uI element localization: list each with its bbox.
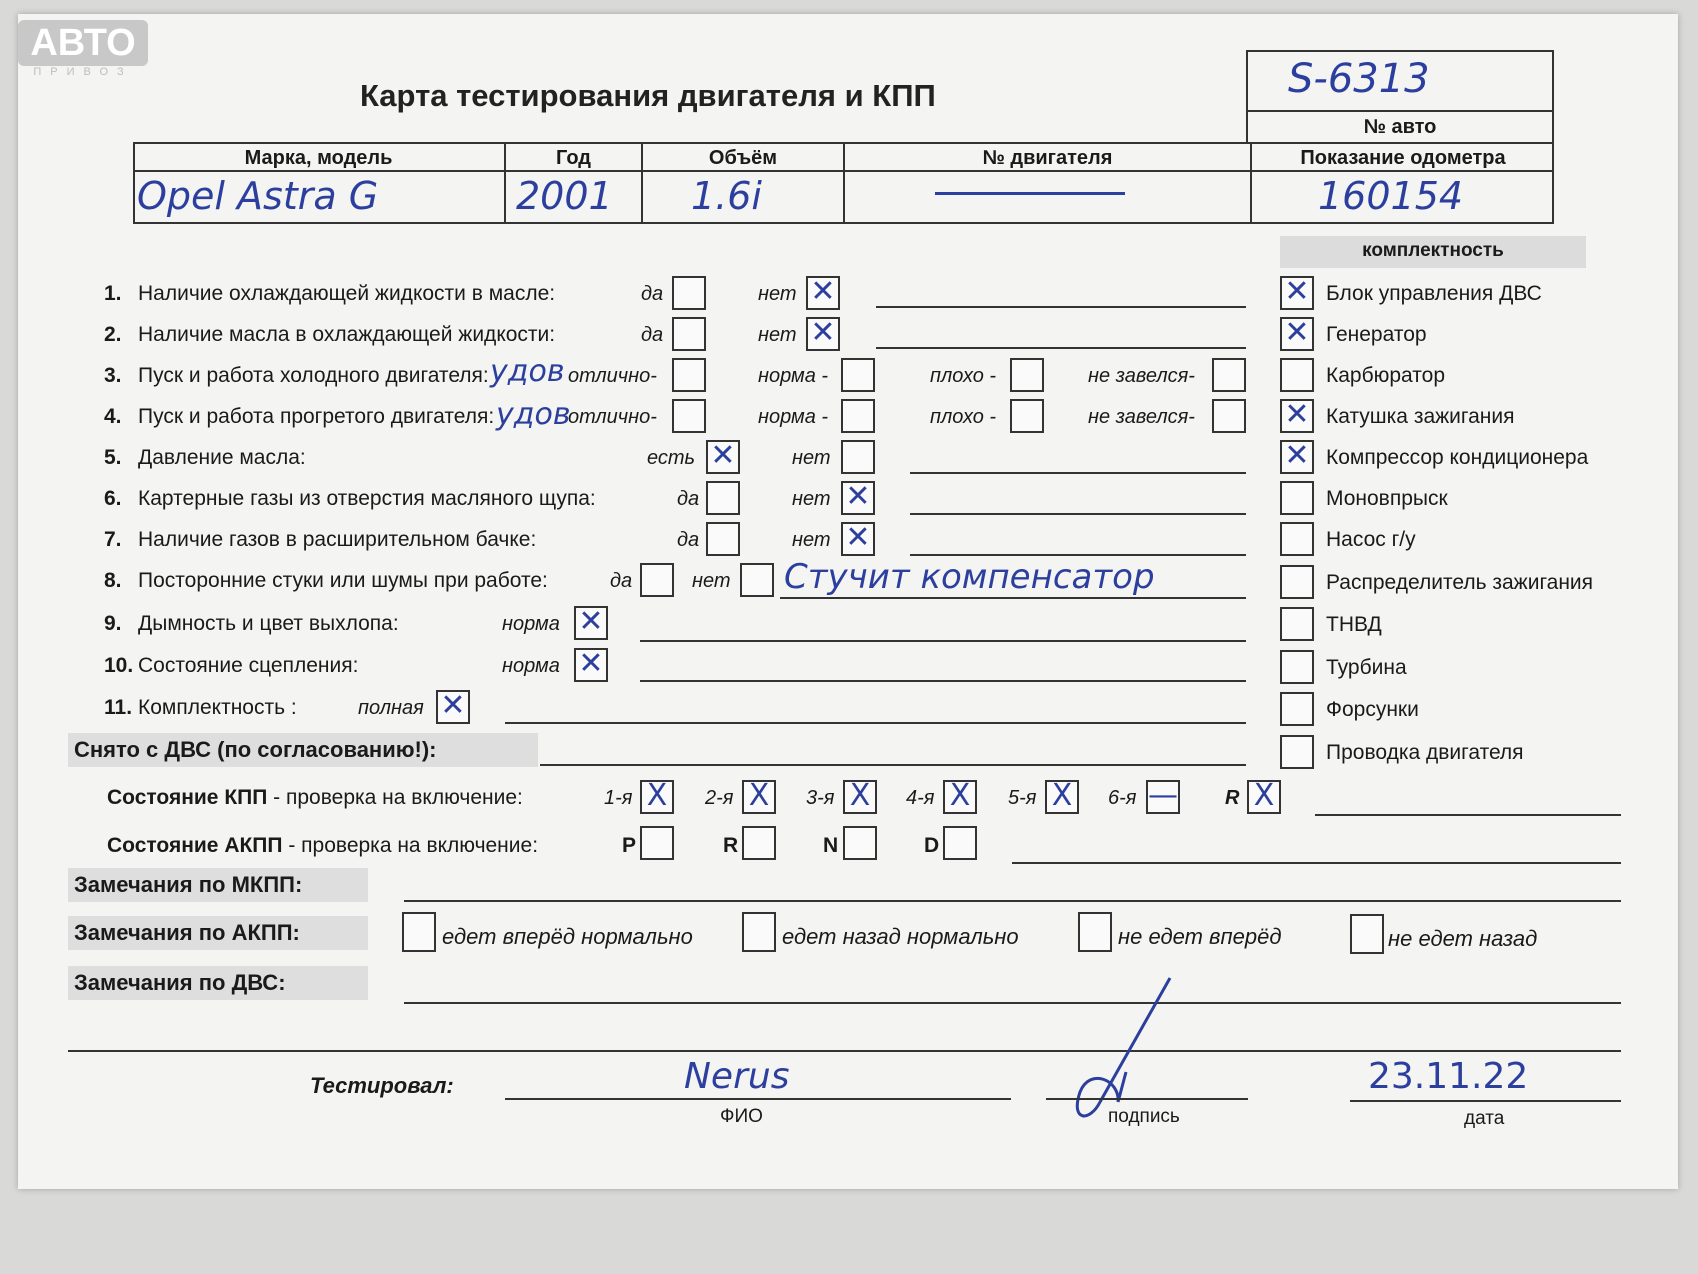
check-mark-icon: ✕ [578,646,604,681]
divider-line [68,1050,1621,1052]
akpp-option-label: едет вперёд нормально [442,924,693,949]
normal-label: норма [502,613,560,635]
komplekt-checkbox[interactable] [1280,399,1314,433]
akpp-gear-checkbox[interactable] [943,826,977,860]
akpp-option-label: едет назад нормально [782,924,1019,949]
no-label: нет [692,570,731,592]
auto-number-label: № авто [1246,112,1554,144]
row-number: 6. [104,487,122,510]
dash-mark-icon: — [1148,778,1178,813]
komplekt-item [0,565,1698,605]
komplekt-checkbox[interactable] [1280,565,1314,599]
removed-section-label: Снято с ДВС (по согласованию!): [68,733,538,767]
year-value: 2001 [516,174,613,218]
akpp-label [107,834,538,858]
komplekt-label: Распределитель зажигания [1326,571,1594,594]
fio-label: ФИО [720,1106,763,1127]
check-mark-icon: X [748,778,770,813]
kpp-label [107,786,523,810]
komplekt-item [0,692,1698,732]
col-volume[interactable] [641,144,843,222]
komplekt-label: Катушка зажигания [1326,405,1515,428]
akpp-remarks-label: Замечания по АКПП: [68,916,368,950]
komplekt-item [0,650,1698,690]
akpp-option-label: не едет назад [1388,926,1538,951]
fio-line[interactable] [505,1098,1011,1100]
yes-label: да [677,529,700,551]
akpp-option-checkbox[interactable] [402,912,436,952]
komplekt-checkbox[interactable] [1280,440,1314,474]
col-header: Объём [643,144,843,172]
komplekt-checkbox[interactable] [1280,650,1314,684]
check-mark-icon: X [849,778,871,813]
check-mark-icon: ✕ [810,274,836,309]
komplekt-item [0,481,1698,521]
akpp-option-label: не едет вперёд [1118,924,1282,949]
akpp-gear-label: P [622,834,637,857]
check-mark-icon: ✕ [1284,315,1310,350]
gear-label: 3-я [806,787,835,809]
row-number: 11. [104,696,133,719]
gear-label: R [1225,787,1240,809]
row-number: 2. [104,323,122,346]
yes-label: да [641,324,664,346]
option-label: отлично- [568,406,657,428]
akpp-option-checkbox[interactable] [742,912,776,952]
komplekt-checkbox[interactable] [1280,317,1314,351]
option-label: плохо - [930,365,997,387]
komplekt-item [0,522,1698,562]
no-label: нет [792,488,831,510]
col-model[interactable] [133,144,504,222]
row-number: 7. [104,528,122,551]
komplekt-item [0,399,1698,439]
col-header: № двигателя [845,144,1250,172]
row-label: Картерные газы из отверстия масляного щупа: [138,487,596,510]
row-label: Наличие газов в расширительном бачке: [138,528,537,551]
akpp-gear-checkbox[interactable] [640,826,674,860]
check-mark-icon: X [1253,778,1275,813]
row-label: Пуск и работа холодного двигателя: [138,364,489,387]
gear-label: 1-я [604,787,633,809]
col-header: Год [506,144,641,172]
row-number: 3. [104,364,122,387]
komplekt-label: Форсунки [1326,698,1419,721]
komplekt-item [0,607,1698,647]
komplekt-label: Компрессор кондиционера [1326,446,1589,469]
gear-checkbox[interactable] [843,780,877,814]
signature-label: подпись [1108,1106,1180,1127]
komplekt-item [0,440,1698,480]
komplekt-checkbox[interactable] [1280,735,1314,769]
gear-checkbox[interactable] [640,780,674,814]
yes-label: да [677,488,700,510]
gear-label: 6-я [1108,787,1137,809]
logo-text: АВТО [18,20,148,66]
option-label: норма - [758,365,829,387]
komplekt-checkbox[interactable] [1280,276,1314,310]
col-header: Показание одометра [1252,144,1554,172]
komplekt-checkbox[interactable] [1280,692,1314,726]
akpp-label-bold: Состояние АКПП [107,834,283,857]
option-label: норма - [758,406,829,428]
row-label: Пуск и работа прогретого двигателя: [138,405,495,428]
no-label: нет [792,529,831,551]
notes-line [1315,814,1621,816]
row-number: 4. [104,405,122,428]
komplekt-label: Проводка двигателя [1326,741,1524,764]
watermark-logo [18,20,148,82]
komplekt-label: ТНВД [1326,613,1382,636]
mkpp-remarks-line[interactable] [404,900,1621,902]
row-label: Дымность и цвет выхлопа: [138,612,399,635]
row-label: Посторонние стуки или шумы при работе: [138,569,548,592]
komplekt-label: Насос г/у [1326,528,1416,551]
gear-label: 2-я [705,787,734,809]
akpp-label-rest: - проверка на включение: [282,834,539,857]
komplekt-checkbox[interactable] [1280,481,1314,515]
no-label: нет [758,324,797,346]
kpp-row [0,778,1698,818]
check-mark-icon: ✕ [845,479,871,514]
check-mark-icon: ✕ [1284,274,1310,309]
col-header: Марка, модель [133,144,504,172]
row-number: 10. [104,654,134,677]
logo-subtext: ПРИВОЗ [33,66,133,78]
no-label: нет [792,447,831,469]
vehicle-info-table [133,142,1554,224]
gear-label: 4-я [906,787,935,809]
model-value: Opel Astra G [137,174,379,218]
signature-line[interactable] [1046,1098,1248,1100]
akpp-gear-checkbox[interactable] [843,826,877,860]
option-label: не завелся- [1088,365,1195,387]
present-label: есть [647,447,696,469]
check-mark-icon: X [1051,778,1073,813]
check-mark-icon: ✕ [710,438,736,473]
akpp-row [0,826,1698,866]
yes-label: да [641,283,664,305]
option-label: не завелся- [1088,406,1195,428]
check-mark-icon: ✕ [1284,438,1310,473]
row-label: Состояние сцепления: [138,654,359,677]
notes-line [1012,862,1621,864]
check-mark-icon: ✕ [810,315,836,350]
komplekt-label: Карбюратор [1326,364,1446,387]
col-year[interactable] [504,144,641,222]
gear-checkbox[interactable] [1045,780,1079,814]
completeness-header: комплектность [1280,236,1586,268]
komplekt-label: Генератор [1326,323,1427,346]
komplekt-label: Моновпрыск [1326,487,1448,510]
yes-label: да [610,570,633,592]
gear-checkbox[interactable] [742,780,776,814]
auto-number-value: S-6313 [1288,56,1430,102]
row-label: Наличие охлаждающей жидкости в масле: [138,282,556,305]
row-label: Наличие масла в охлаждающей жидкости: [138,323,556,346]
auto-number-box[interactable] [1246,50,1554,112]
col-engine-number[interactable] [843,144,1250,222]
komplekt-checkbox[interactable] [1280,522,1314,556]
row-number: 8. [104,569,122,592]
komplekt-label: Турбина [1326,656,1407,679]
check-mark-icon: ✕ [578,604,604,639]
akpp-gear-label: N [823,834,839,857]
dvs-remarks-label: Замечания по ДВС: [68,966,368,1000]
tested-by-label: Тестировал: [310,1073,454,1098]
engine-number-dash [935,192,1125,195]
row-label: Давление масла: [138,446,306,469]
mkpp-remarks-label: Замечания по МКПП: [68,868,368,902]
row-number: 9. [104,612,122,635]
gear-checkbox[interactable] [943,780,977,814]
dvs-remarks-line[interactable] [404,1002,1621,1004]
no-label: нет [758,283,797,305]
row-label: Комплектность : [138,696,297,719]
gear-checkbox[interactable] [1146,780,1180,814]
komplekt-label: Блок управления ДВС [1326,282,1542,305]
akpp-gear-checkbox[interactable] [742,826,776,860]
option-label: плохо - [930,406,997,428]
akpp-gear-label: D [924,834,940,857]
komplekt-item [0,276,1698,316]
row-number: 5. [104,446,122,469]
full-label: полная [358,697,424,719]
handwritten-note: удов [490,354,565,389]
tester-name-value: Nerus [684,1056,790,1097]
date-label: дата [1464,1108,1505,1129]
option-label: отлично- [568,365,657,387]
check-mark-icon: ✕ [845,520,871,555]
komplekt-item [0,735,1698,775]
komplekt-checkbox[interactable] [1280,358,1314,392]
row-number: 1. [104,282,122,305]
kpp-label-rest: - проверка на включение: [267,786,523,809]
check-mark-icon: ✕ [440,688,466,723]
check-mark-icon: X [646,778,668,813]
handwritten-note: удов [496,397,571,432]
odometer-value: 160154 [1318,174,1464,218]
gear-label: 5-я [1008,787,1037,809]
gear-checkbox[interactable] [1247,780,1281,814]
check-mark-icon: ✕ [1284,397,1310,432]
akpp-option-checkbox[interactable] [1078,912,1112,952]
komplekt-checkbox[interactable] [1280,607,1314,641]
komplekt-item [0,358,1698,398]
handwritten-note: Стучит компенсатор [784,557,1155,597]
komplekt-item [0,317,1698,357]
col-odometer[interactable] [1250,144,1554,222]
akpp-gear-label: R [723,834,739,857]
akpp-option-checkbox[interactable] [1350,914,1384,954]
date-line[interactable] [1350,1100,1621,1102]
volume-value: 1.6i [691,174,762,218]
page-title: Карта тестирования двигателя и КПП [360,78,936,113]
date-value: 23.11.22 [1368,1056,1529,1097]
check-mark-icon: X [949,778,971,813]
kpp-label-bold: Состояние КПП [107,786,268,809]
normal-label: норма [502,655,560,677]
